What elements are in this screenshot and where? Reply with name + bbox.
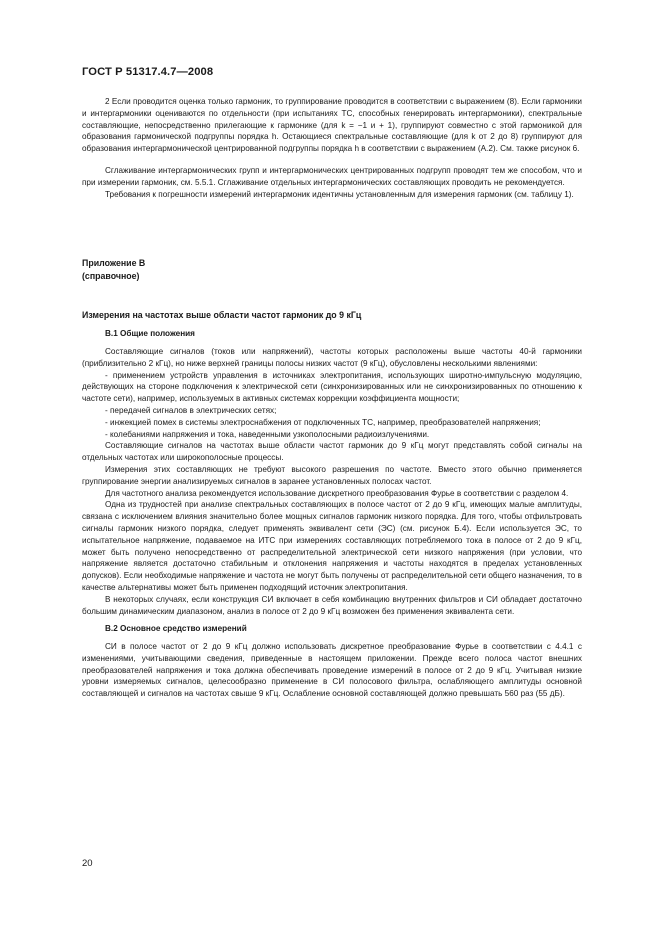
body-paragraph: Составляющие сигналов (токов или напряжений), частоты которых расположены выше частоты 40-й гармоники (приблизительно 2 кГц), но ниже верхней границы полосы низких частот (9 кГц), обусловлены несколькими явлениями: bbox=[82, 346, 582, 368]
section-heading-b1: В.1 Общие положения bbox=[105, 329, 195, 339]
standard-header: ГОСТ Р 51317.4.7—2008 bbox=[82, 66, 214, 78]
annex-title: Измерения на частотах выше области частот гармоник до 9 кГц bbox=[82, 310, 362, 321]
body-paragraph: Измерения этих составляющих не требуют высокого разрешения по частоте. Вместо этого обычно применяется группирование энергии анализируемых сигналов в заранее установленных полосах частот. bbox=[82, 464, 582, 486]
body-paragraph: Составляющие сигналов на частотах выше области частот гармоник до 9 кГц могут представлять собой сигналы на отдельных частотах или широкополосные процессы. bbox=[82, 441, 582, 463]
annex-label: Приложение В bbox=[82, 258, 146, 269]
body-paragraph: В некоторых случаях, если конструкция СИ включает в себя комбинацию внутренних фильтров и СИ обладает достаточно большим динамическим диапазоном, анализ в полосе от 2 до 9 кГц возможен без применения эквивалента сети. bbox=[82, 594, 582, 616]
body-paragraph: СИ в полосе частот от 2 до 9 кГц должно использовать дискретное преобразование Фурье в соответствии с 4.4.1 с изменениями, учитывающими сведения, приведенные в настоящем приложении. Прежде всего полоса частот внешних преобразователей напряжения и тока должна обеспечивать проведение измерений в полосе от 2 до 9 кГц. Учитывая низкие уровни измеряемых сигналов, целесообразно применение в СИ полосового фильтра, ослабляющего амплитуды основной составляющей и сигналов на частотах свыше 9 кГц. Ослабление основной составляющей должно превышать 560 раз (55 дБ). bbox=[82, 642, 582, 699]
body-paragraph: Требования к погрешности измерений интергармоник идентичны установленным для измерения гармоник (см. таблицу 1). bbox=[105, 189, 574, 199]
annex-type: (справочное) bbox=[82, 271, 140, 282]
list-item: - применением устройств управления в источниках электропитания, использующих широтно-импульсную модуляцию, действующих на стороне подключения к электрической сети (синхронизированных или не синхронизированных по отношению к частоте сети), например, используемых в активных системах коррекции коэффициента мощности; bbox=[82, 370, 582, 404]
body-paragraph: Для частотного анализа рекомендуется использование дискретного преобразования Фурье в соответствии с разделом 4. bbox=[105, 488, 569, 498]
list-item: - передачей сигналов в электрических сетях; bbox=[105, 405, 277, 415]
body-paragraph: Сглаживание интергармонических групп и интергармонических центрированных подгрупп проводят тем же способом, что и при измерении гармоник, см. 5.5.1. Сглаживание отдельных интергармонических составляющих проводить не рекомендуется. bbox=[82, 165, 582, 187]
page-content bbox=[82, 96, 582, 700]
body-paragraph: Одна из трудностей при анализе спектральных составляющих в полосе частот от 2 до 9 кГц, имеющих малые амплитуды, связана с исключением влияния значительно более мощных сигналов гармоник низкого порядка. Для того, чтобы отфильтровать сигналы гармоник низкого порядка, следует применять эквивалент сети (ЭС) (см. рисунок Б.4). Если используется ЭС, то испытательное напряжение, подаваемое на ИТС при измерениях составляющих потребляемого тока в полосе от 2 до 9 кГц, может быть получено непосредственно от распределительной электрической сети низкого напряжения (при условии, что напряжение является достаточно стабильным и отклонения напряжения и частоты находятся в пределах установленных допусков). Если необходимые напряжение и частота не могут быть получены от распределительной сети общего назначения, то в качестве альтернативы может быть применен подходящий источник электропитания. bbox=[82, 500, 582, 592]
note-paragraph: 2 Если проводится оценка только гармоник, то группирование проводится в соответствии с выражением (8). Если гармоники и интергармоники оцениваются по отдельности (при испытаниях ТС, способных генерировать интергармоники), спектральные составляющие, непосредственно прилегающие к гармонике (для k = −1 и + 1), группируют совместно с этой гармоникой для образования гармонической подгруппы порядка h. Остающиеся спектральные составляющие (для k от 2 до 8) группируют для образования интергармонической центрированной подгруппы порядка h в соответствии с выражением (А.2). См. также рисунок 6. bbox=[82, 97, 582, 154]
section-heading-b2: В.2 Основное средство измерений bbox=[105, 624, 247, 634]
list-item: - колебаниями напряжения и тока, наведенными узкополосными радиоизлучениями. bbox=[105, 429, 430, 439]
page-number: 20 bbox=[82, 858, 93, 869]
list-item: - инжекцией помех в системы электроснабжения от подключенных ТС, например, преобразователей напряжения; bbox=[105, 417, 541, 427]
